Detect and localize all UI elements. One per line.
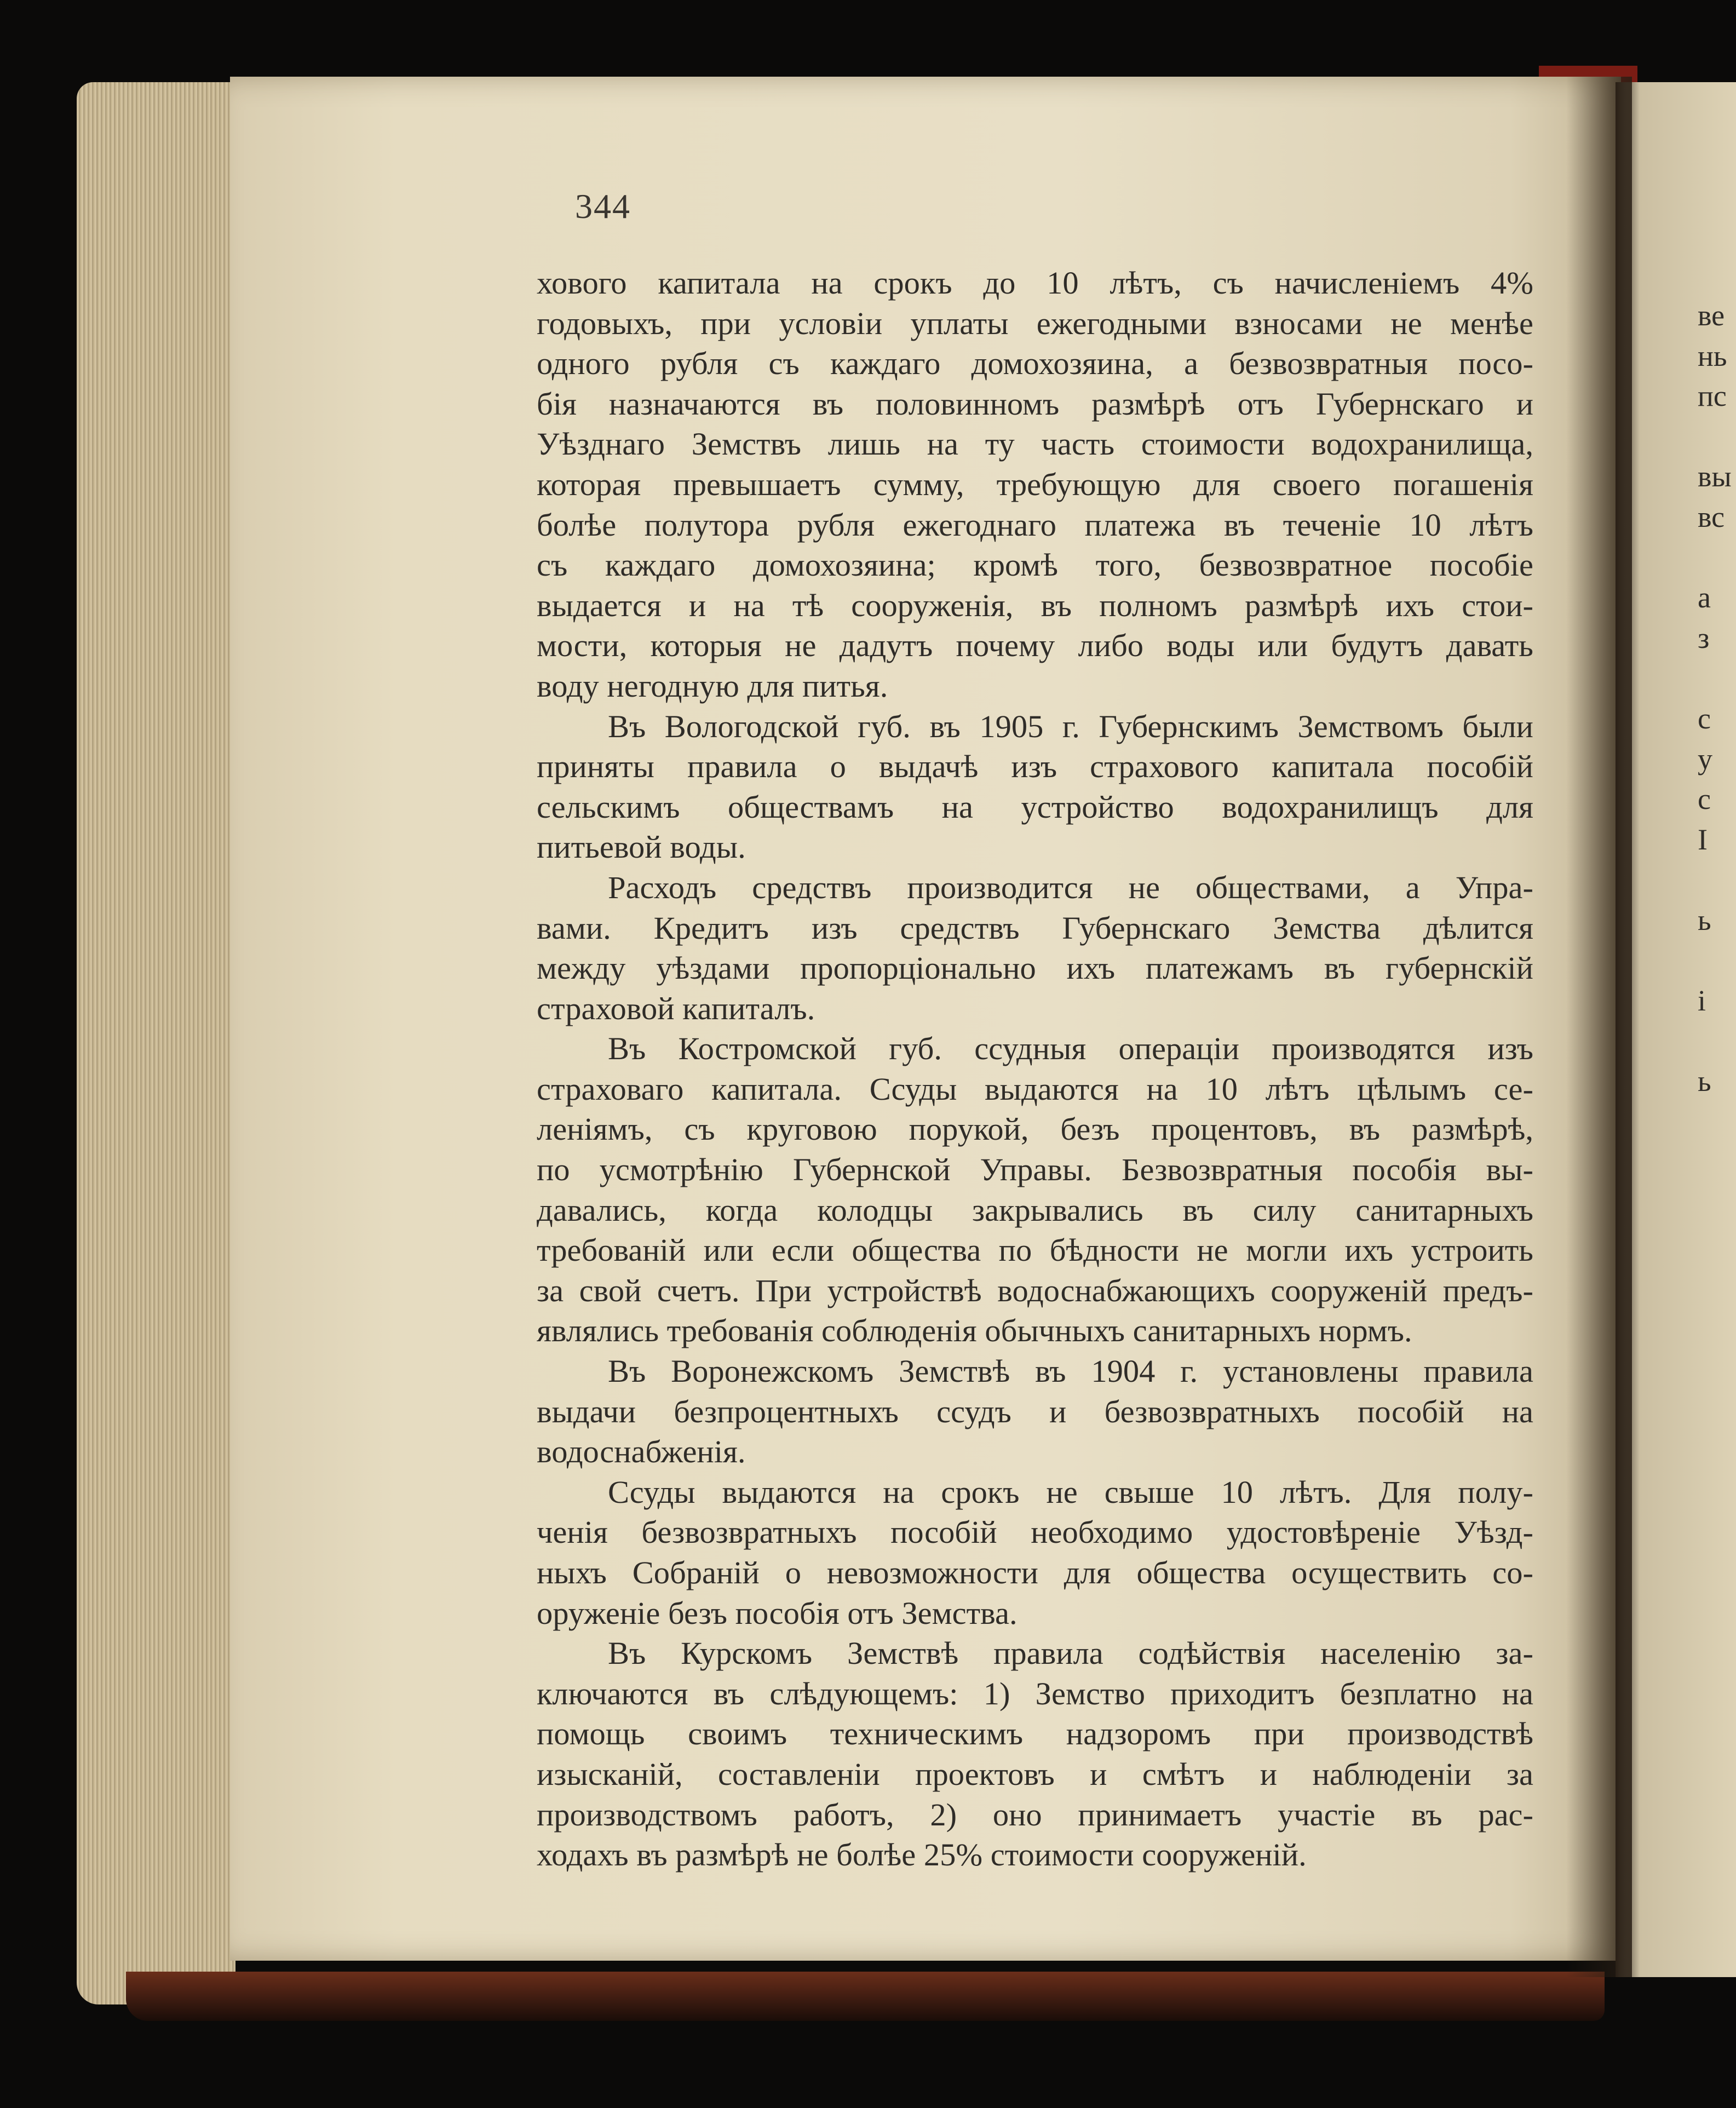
facing-fragment: а: [1698, 581, 1711, 614]
facing-fragment: з: [1698, 621, 1710, 654]
facing-fragment: [1698, 1021, 1736, 1062]
text-line: ключаются въ слѣдующемъ: 1) Земство приходитъ безплатно на: [537, 1675, 1533, 1711]
facing-fragment: [1698, 658, 1736, 699]
text-line: одного рубля съ каждаго домохозяина, а безвозвратныя посо-: [537, 346, 1533, 382]
text-line: хового капитала на срокъ до 10 лѣтъ, съ начисленіемъ 4%: [537, 265, 1533, 301]
text-line: оруженіе безъ пособія отъ Земства.: [537, 1595, 1018, 1631]
book-bottom-edge: [126, 1972, 1605, 2021]
text-line: сельскимъ обществамъ на устройство водохранилищъ для: [537, 789, 1533, 825]
text-line: болѣе полутора рубля ежегоднаго платежа въ теченіе 10 лѣтъ: [537, 507, 1533, 543]
text-line: изысканій, составленіи проектовъ и смѣтъ и наблюденіи за: [537, 1756, 1533, 1792]
text-line: вами. Кредитъ изъ средствъ Губернскаго Земства дѣлится: [537, 910, 1533, 946]
facing-fragment: у: [1698, 742, 1712, 776]
page-gutter-shadow: [1566, 77, 1632, 1977]
text-line: водоснабженія.: [537, 1434, 746, 1470]
text-line: приняты правила о выдачѣ изъ страхового капитала пособій: [537, 749, 1533, 785]
facing-fragment: [1698, 538, 1736, 578]
facing-fragment: вы: [1698, 460, 1732, 493]
facing-fragment: [1698, 860, 1736, 900]
text-line: Въ Вологодской губ. въ 1905 г. Губернскимъ Земствомъ были: [608, 708, 1533, 744]
text-line: питьевой воды.: [537, 829, 746, 865]
facing-fragment: ь: [1698, 1065, 1711, 1098]
text-line: страховаго капитала. Ссуды выдаются на 10 лѣтъ цѣлымъ се-: [537, 1071, 1533, 1107]
text-line: съ каждаго домохозяина; кромѣ того, безвозвратное пособіе: [537, 547, 1533, 583]
text-line: Въ Курскомъ Земствѣ правила содѣйствія населенію за-: [608, 1635, 1533, 1672]
facing-fragment: нь: [1698, 339, 1727, 372]
text-line: по усмотрѣнію Губернской Управы. Безвозвратныя пособія вы-: [537, 1152, 1533, 1188]
text-line: производствомъ работъ, 2) оно принимаетъ участіе въ рас-: [537, 1796, 1533, 1833]
text-line: Уѣзднаго Земствъ лишь на ту часть стоимости водохранилища,: [537, 426, 1533, 462]
page-body-text: [537, 263, 1533, 1875]
text-line: выдается и на тѣ сооруженія, въ полномъ размѣрѣ ихъ стои-: [537, 587, 1533, 623]
text-line: леніямъ, съ круговою порукой, безъ процентовъ, въ размѣрѣ,: [537, 1111, 1533, 1147]
text-line: ныхъ Собраній о невозможности для общества осуществить со-: [537, 1555, 1533, 1590]
facing-fragment: с: [1698, 783, 1711, 816]
text-line: Въ Воронежскомъ Земствѣ въ 1904 г. установлены правила: [608, 1353, 1533, 1389]
text-line: Расходъ средствъ производится не обществами, а Упра-: [608, 869, 1533, 905]
facing-fragment: І: [1698, 823, 1708, 856]
text-line: помощь своимъ техническимъ надзоромъ при производствѣ: [537, 1716, 1533, 1752]
text-line: воду негодную для питья.: [537, 668, 888, 704]
text-line: между уѣздами пропорціонально ихъ платежамъ въ губернскій: [537, 950, 1533, 986]
text-line: Ссуды выдаются на срокъ не свыше 10 лѣтъ. Для полу-: [608, 1474, 1533, 1510]
facing-fragment: пс: [1698, 380, 1727, 413]
facing-fragment: вс: [1698, 500, 1725, 533]
text-line: ходахъ въ размѣрѣ не болѣе 25% стоимости сооруженій.: [537, 1837, 1307, 1873]
page-edges: [77, 82, 235, 2004]
text-line: давались, когда колодцы закрывались въ силу санитарныхъ: [537, 1192, 1533, 1228]
text-line: ченія безвозвратныхъ пособій необходимо удостовѣреніе Уѣзд-: [537, 1514, 1533, 1550]
text-line: требованій или если общества по бѣдности не могли ихъ устроить: [537, 1232, 1533, 1268]
facing-fragment: ь: [1698, 903, 1711, 937]
text-line: страховой капиталъ.: [537, 990, 815, 1026]
text-line: которая превышаетъ сумму, требующую для своего погашенія: [537, 466, 1533, 502]
facing-fragment: і: [1698, 984, 1706, 1018]
text-line: Въ Костромской губ. ссудныя операціи производятся изъ: [608, 1031, 1533, 1067]
facing-fragment: с: [1698, 702, 1711, 735]
text-line: мости, которыя не дадутъ почему либо воды или будутъ давать: [537, 628, 1533, 664]
text-line: годовыхъ, при условіи уплаты ежегодными взносами не менѣе: [537, 305, 1533, 341]
facing-fragment: [1698, 941, 1736, 981]
facing-fragment: ве: [1698, 299, 1725, 332]
facing-fragment: [1698, 417, 1736, 457]
text-line: выдачи безпроцентныхъ ссудъ и безвозвратныхъ пособій на: [537, 1393, 1533, 1429]
facing-page-text-fragments: [1698, 296, 1736, 1102]
page-number: 344: [575, 187, 631, 226]
text-line: являлись требованія соблюденія обычныхъ санитарныхъ нормъ.: [537, 1313, 1412, 1349]
text-line: за свой счетъ. При устройствѣ водоснабжающихъ сооруженій предъ-: [537, 1272, 1533, 1308]
text-line: бія назначаются въ половинномъ размѣрѣ отъ Губернскаго и: [537, 386, 1533, 422]
